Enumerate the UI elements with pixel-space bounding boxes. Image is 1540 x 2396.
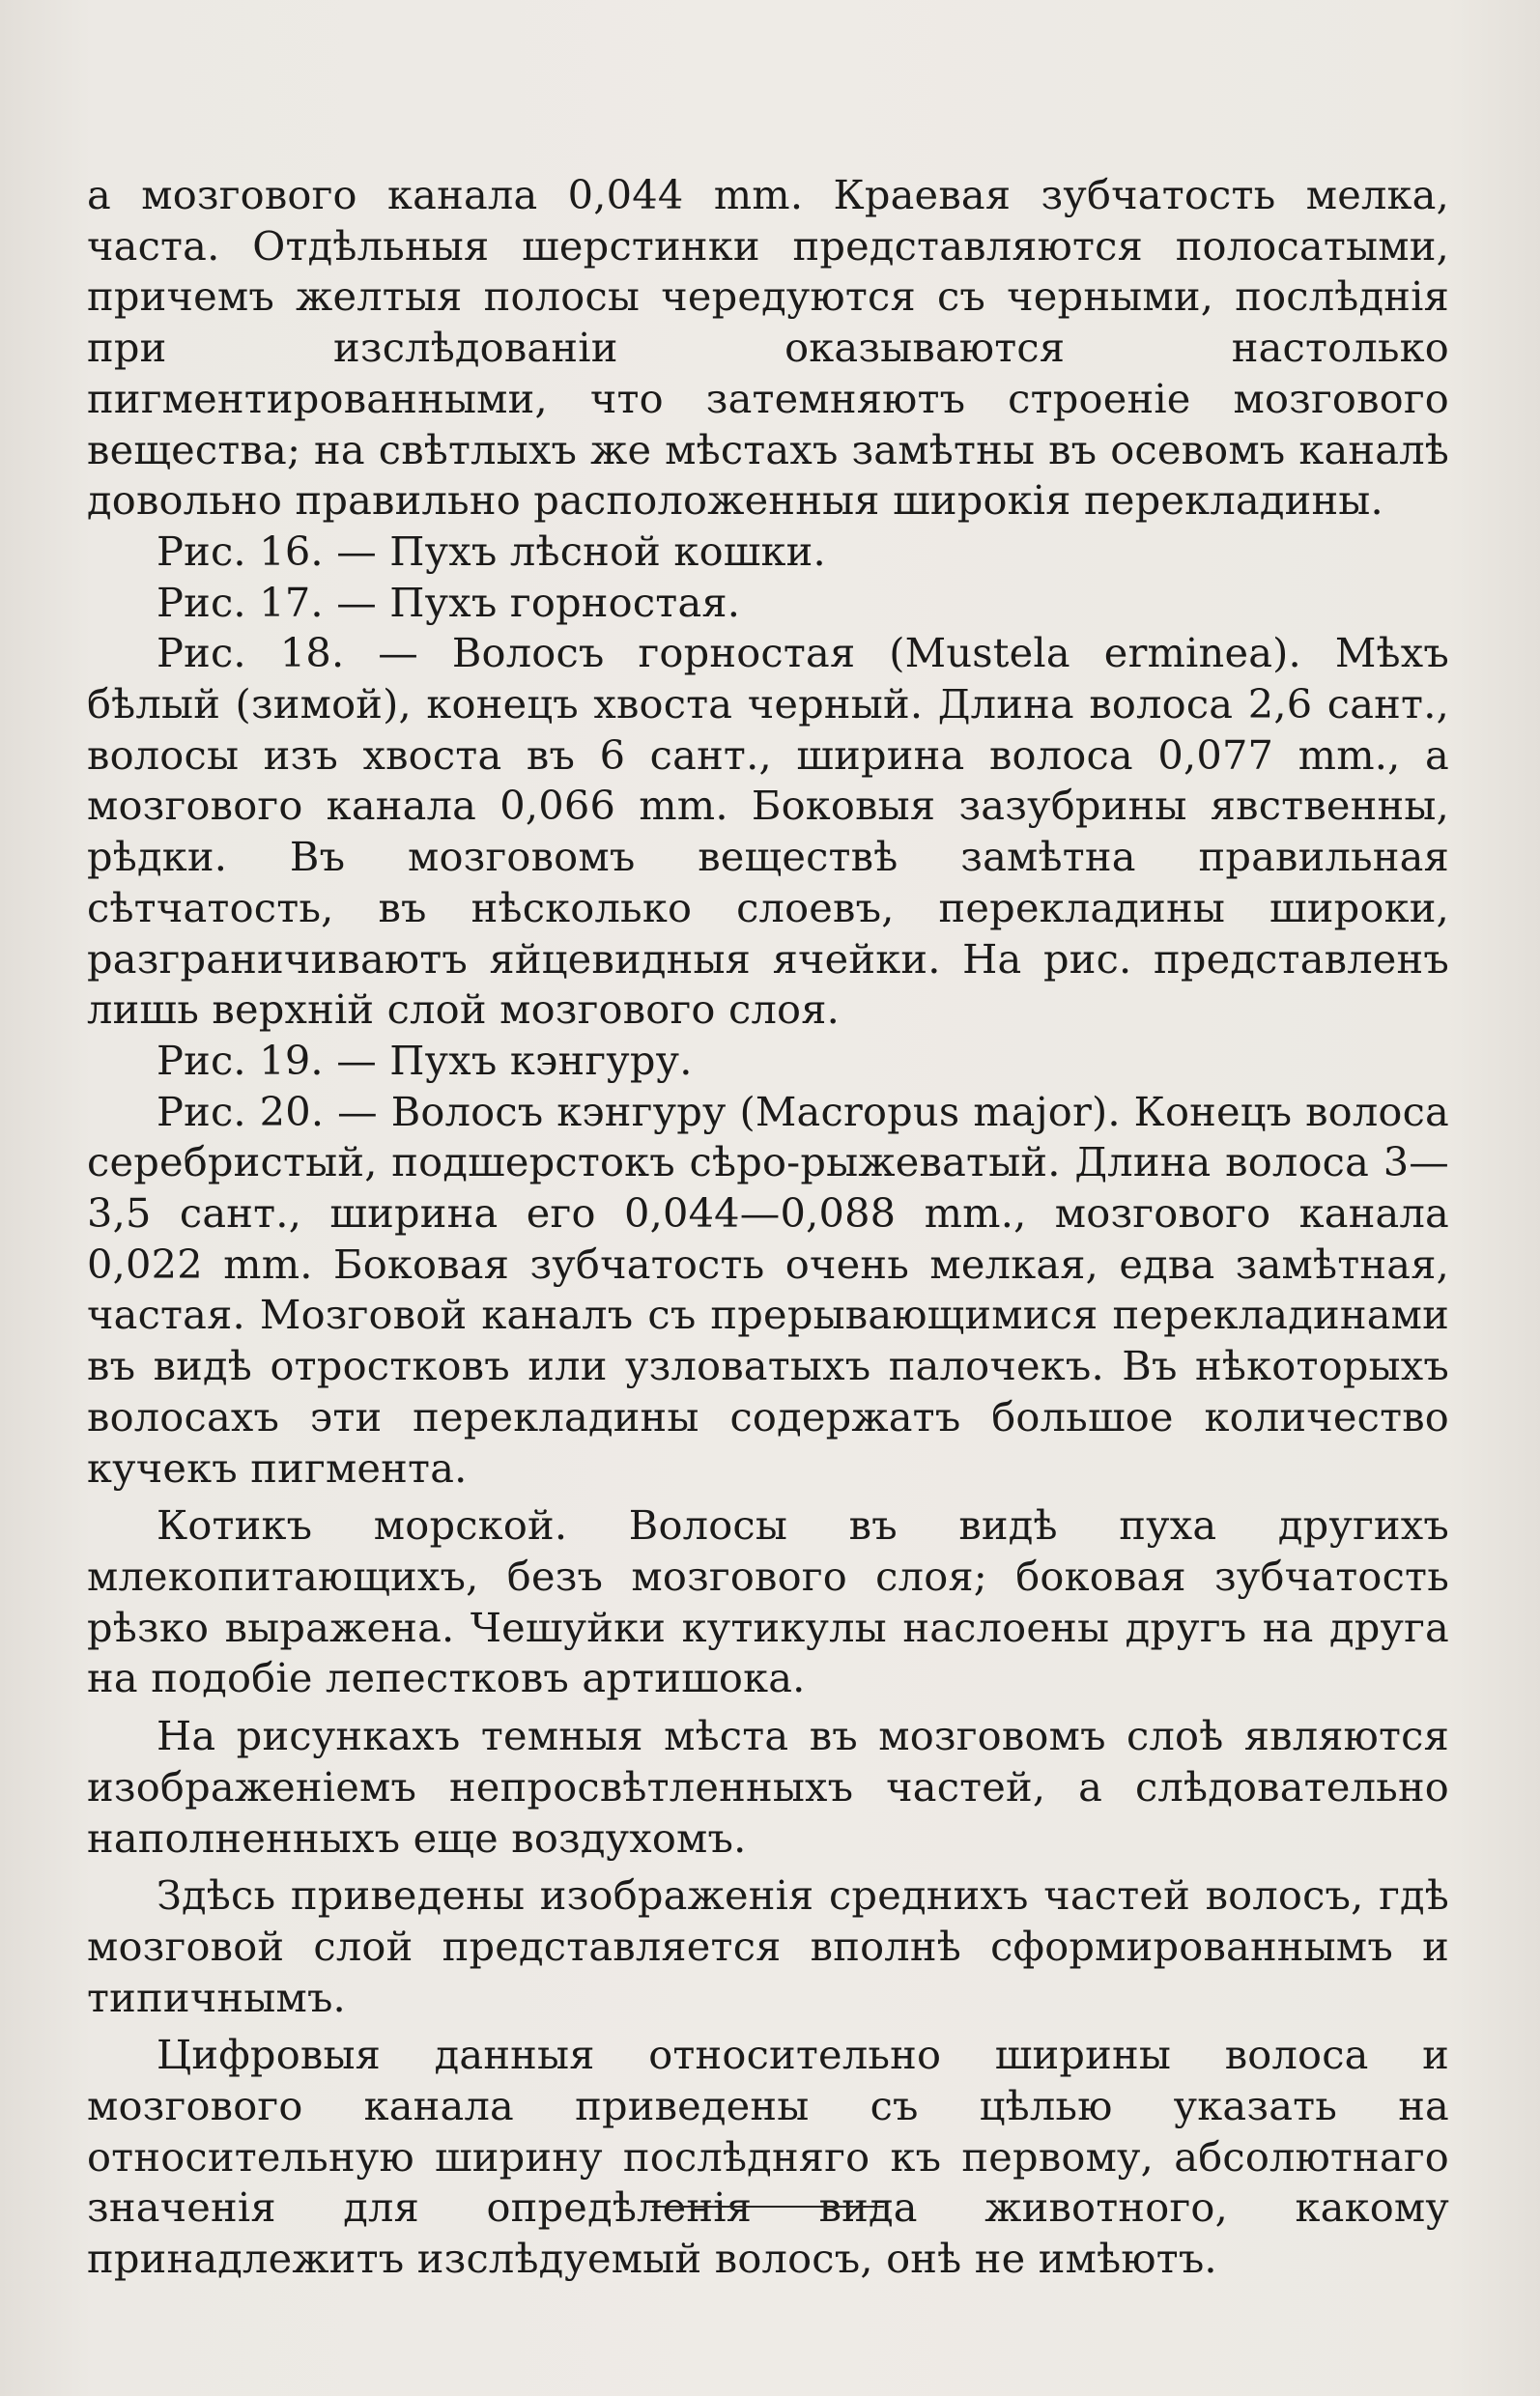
closing-rule [652, 2206, 884, 2208]
paragraph-numeric-data: Цифровыя данныя относительно ширины волоса и мозгового канала приведены съ цѣлью указать на относительную ширину послѣдняго къ первому, абсолютнаго значенія для опредѣленія вида животного, какому принадлежитъ изслѣдуемый волосъ, онѣ не имѣютъ. [87, 2031, 1449, 2283]
body-text [87, 170, 1449, 2285]
paragraph-middle-parts: Здѣсь приведены изображенія среднихъ частей волосъ, гдѣ мозговой слой представляется вполнѣ сформированнымъ и типичнымъ. [87, 1871, 1449, 2021]
paragraph-fig-19: Рис. 19. — Пухъ кэнгуру. [157, 1036, 693, 1084]
paragraph-fig-20: Рис. 20. — Волосъ кэнгуру (Macropus major). Конецъ волоса серебристый, подшерстокъ сѣро-рыжеватый. Длина волоса 3—3,5 сант., ширина его 0,044—0,088 mm., мозгового канала 0,022 mm. Боковая зубчатость очень мелкая, едва замѣтная, частая. Мозговой каналъ съ прерывающимися перекладинами въ видѣ отростковъ или узловатыхъ палочекъ. Въ нѣкоторыхъ волосахъ эти перекладины содержатъ большое количество кучекъ пигмента. [87, 1087, 1449, 1492]
paragraph-fig-18: Рис. 18. — Волосъ горностая (Mustela erminea). Мѣхъ бѣлый (зимой), конецъ хвоста черный. Длина волоса 2,6 сант., волосы изъ хвоста въ 6 сант., ширина волоса 0,077 mm., а мозгового канала 0,066 mm. Боковыя зазубрины явственны, рѣдки. Въ мозговомъ веществѣ замѣтна правильная сѣтчатость, въ нѣсколько слоевъ, перекладины широки, разграничиваютъ яйцевидныя ячейки. На рис. представленъ лишь верхній слой мозгового слоя. [87, 629, 1449, 1034]
paragraph-continuation: а мозгового канала 0,044 mm. Краевая зубчатость мелка, часта. Отдѣльныя шерстинки представляются полосатыми, причемъ желтыя полосы чередуются съ черными, послѣднія при изслѣдованіи оказываются настолько пигментированными, что затемняютъ строеніе мозгового вещества; на свѣтлыхъ же мѣстахъ замѣтны въ осевомъ каналѣ довольно правильно расположенныя широкія перекладины. [87, 171, 1449, 525]
paragraph-fur-seal: Котикъ морской. Волосы въ видѣ пуха другихъ млекопитающихъ, безъ мозгового слоя; боковая зубчатость рѣзко выражена. Чешуйки кутикулы наслоены другъ на друга на подобіе лепестковъ артишока. [87, 1501, 1449, 1702]
paragraph-fig-16: Рис. 16. — Пухъ лѣсной кошки. [157, 527, 826, 575]
paragraph-fig-17: Рис. 17. — Пухъ горностая. [157, 578, 741, 626]
paragraph-dark-areas: На рисункахъ темныя мѣста въ мозговомъ слоѣ являются изображеніемъ непросвѣтленныхъ частей, а слѣдовательно наполненныхъ еще воздухомъ. [87, 1712, 1449, 1862]
